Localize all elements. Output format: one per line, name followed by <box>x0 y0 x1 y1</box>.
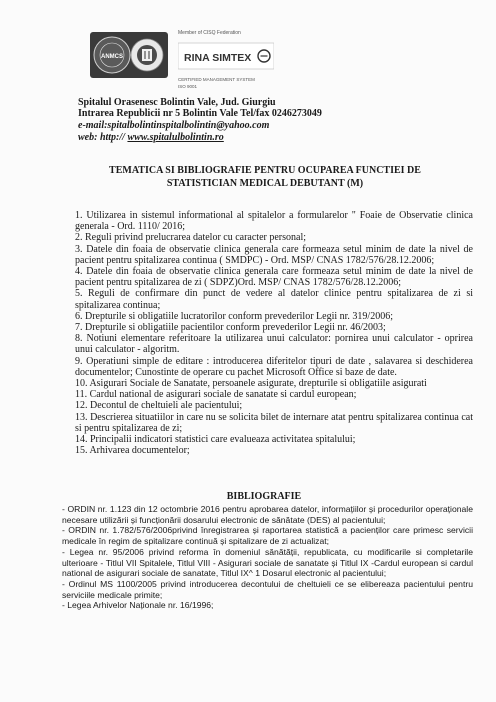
bibliography-item: - Legea nr. 95/2006 privind reforma în domeniul sănătății, republicata, cu modificarile si completarile ulterioare - Titlul VII Spitalele, Titlul VIII - Asigurari sociale de sanatate și Titlul IX -Cardul european si cardul national de asigurari sociale de sanatate, Titlul IX^ 1 Dosarul electronic al pacientului; <box>62 546 473 579</box>
bibliography-heading: BIBLIOGRAFIE <box>226 491 302 502</box>
tematica-item: 4. Datele din foaia de observatie clinica generala care formeaza setul minim de date la nivel de pacient pentru spitalizarea de zi ( SDPZ)Ord. MSP/ CNAS 1782/576/28.12.2006; <box>75 266 473 289</box>
tematica-item: 10. Asigurari Sociale de Sanatate, persoanele asigurate, drepturile si obligatiile asigurati <box>75 378 427 390</box>
web-label: web: http:// <box>78 132 128 143</box>
tematica-item: 6. Drepturile si obligatiile lucratorilor conform prevederilor Legii nr. 319/2006; <box>75 310 393 322</box>
tematica-item: 1. Utilizarea in sistemul informational al spitalelor a formularelor " Foaie de Observatie clinica generala - Ord. 1110/ 2016; <box>75 210 473 233</box>
tematica-item: 2. Reguli privind prelucrarea datelor cu caracter personal; <box>75 232 307 244</box>
hospital-email: e-mail:spitalbolintinspitalbolintin@yahoo.com <box>78 120 270 131</box>
simtex-name: RINA SIMTEX <box>184 52 252 64</box>
bibliography-item: - Legea Arhivelor Naționale nr. 16/1996; <box>62 600 214 611</box>
anmcs-logo <box>90 32 168 78</box>
tematica-list <box>75 210 473 456</box>
certified-management-text: CERTIFIED MANAGEMENT SYSTEM <box>178 77 255 82</box>
hospital-web <box>78 132 224 143</box>
document-title-line-2: STATISTICIAN MEDICAL DEBUTANT (M) <box>166 178 364 189</box>
tematica-item: 11. Cardul national de asigurari sociale de sanatate si cardul european; <box>75 389 357 401</box>
tematica-item: 13. Descrierea situatiilor in care nu se solicita bilet de internare atat pentru spitalizarea continua cat si pentru spitalizarea de zi; <box>75 411 473 434</box>
tematica-item: 5. Reguli de confirmare din punct de vedere al datelor clinice pentru spitalizarea de zi si spitalizarea continua; <box>75 288 473 311</box>
cisq-member-text: Member of CISQ Federation <box>178 30 241 36</box>
tematica-item: 7. Drepturile si obligatiile pacientilor conform prevederilor Legii nr. 46/2003; <box>75 322 386 334</box>
tematica-item: 15. Arhivarea documentelor; <box>75 445 190 457</box>
website-link[interactable]: www.spitalulbolintin.ro <box>127 132 224 143</box>
tematica-item: 9. Operatiuni simple de editare : introducerea diferitelor tipuri de date , salavarea si deschiderea documentelor; Cunostinte de operare cu pachet Microsoft Office si baze de date. <box>75 355 473 378</box>
tematica-item: 3. Datele din foaia de observatie clinica generala care formeaza setul minim de date la nivel de pacient pentru spitalizarea continua ( SMDPC) - Ord. MSP/ CNAS 1782/576/28.12.2006; <box>75 243 473 266</box>
tematica-item: 14. Principalii indicatori statistici care evalueaza activitatea spitalului; <box>75 434 356 446</box>
bibliography-item: - ORDIN nr. 1.123 din 12 octombrie 2016 pentru aprobarea datelor, informațiilor și procedurilor operaționale necesare utilizării și funcționării dosarului electronic de sănătate (DES) al pacientului; <box>62 504 473 525</box>
hospital-address: Intrarea Republicii nr 5 Bolintin Vale Tel/fax 0246273049 <box>78 108 322 119</box>
hospital-name: Spitalul Orasenesc Bolintin Vale, Jud. Giurgiu <box>78 97 276 108</box>
document-title-line-1: TEMATICA SI BIBLIOGRAFIE PENTRU OCUPAREA FUNCTIEI DE <box>109 165 421 176</box>
bibliography-item: - Ordinul MS 1100/2005 privind introducerea decontului de cheltuieli ce se elibereaza pacientului pentru serviciile medicale primite; <box>62 578 473 600</box>
simtex-logo <box>178 30 274 96</box>
tematica-item: 12. Decontul de cheltuieli ale pacientului; <box>75 400 243 412</box>
bibliography-item: - ORDIN nr. 1.782/576/2006privind înregistrarea și raportarea statistică a pacienților care primesc servicii medicale în regim de spitalizare continuă și spitalizare de zi actualizat; <box>62 525 473 547</box>
tematica-item: 8. Notiuni elementare referitoare la utilizarea unui calculator: pornirea unui calculator - oprirea unui calculator - algoritm. <box>75 333 473 356</box>
iso-text: ISO 9001 <box>178 84 198 89</box>
anmcs-logo-text: ANMCS <box>101 54 123 60</box>
bibliography-list <box>62 504 473 611</box>
